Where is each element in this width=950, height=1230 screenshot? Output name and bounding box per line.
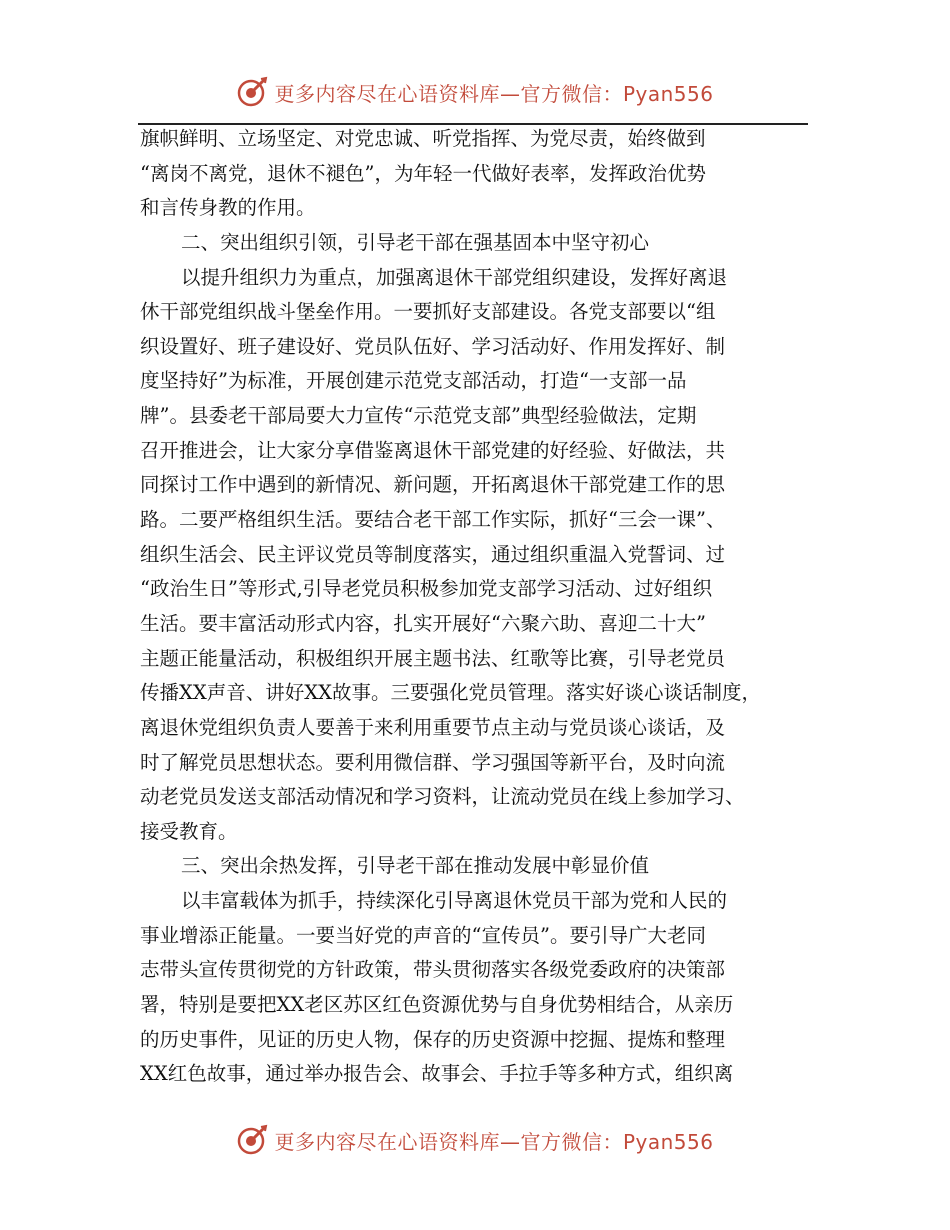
text-line: 志带头宣传贯彻党的方针政策，带头贯彻落实各级党委政府的决策部	[140, 958, 726, 982]
text-line: “离岗不离党，退休不褪色”，为年轻一代做好表率，发挥政治优势	[140, 161, 706, 185]
text-line: 的历史事件，见证的历史人物，保存的历史资源中挖掘、提炼和整理	[140, 1027, 726, 1051]
text-line: 组织生活会、民主评议党员等制度落实，通过组织重温入党誓词、过	[140, 542, 726, 566]
text-line: 接受教育。	[140, 819, 238, 843]
text-line: 和言传身教的作用。	[140, 196, 316, 220]
text-line: 织设置好、班子建设好、党员队伍好、学习活动好、作用发挥好、制	[140, 334, 726, 358]
text-line: 离退休党组织负责人要善于来利用重要节点主动与党员谈心谈话，及	[140, 715, 726, 739]
text-line: 生活。要丰富活动形式内容，扎实开展好“六聚六助、喜迎二十大”	[140, 611, 706, 635]
paragraph-start: 以提升组织力为重点，加强离退休干部党组织建设，发挥好离退	[181, 265, 728, 289]
text-line: 同探讨工作中遇到的新情况、新问题，开拓离退休干部党建工作的思	[140, 473, 726, 497]
section-heading: 三、突出余热发挥，引导老干部在推动发展中彰显价值	[181, 854, 650, 878]
text-line: 署，特别是要把XX老区苏区红色资源优势与自身优势相结合，从亲历	[140, 993, 734, 1017]
watermark-text: 更多内容尽在心语资料库—官方微信：Pyan556	[274, 81, 714, 106]
section-heading: 二、突出组织引领，引导老干部在强基固本中坚守初心	[181, 230, 650, 254]
text-line: 事业增添正能量。一要当好党的声音的“宣传员”。要引导广大老同	[140, 923, 706, 947]
watermark-header	[0, 72, 950, 112]
text-line: XX红色故事，通过举办报告会、故事会、手拉手等多种方式，组织离	[140, 1062, 734, 1086]
text-line: 主题正能量活动，积极组织开展主题书法、红歌等比赛，引导老党员	[140, 646, 726, 670]
text-line: 牌”。县委老干部局要大力宣传“示范党支部”典型经验做法，定期	[140, 404, 697, 428]
watermark-footer	[0, 1120, 950, 1160]
seal-logo-icon	[236, 1124, 268, 1156]
text-line: 旗帜鲜明、立场坚定、对党忠诚、听党指挥、为党尽责，始终做到	[140, 127, 706, 150]
text-line: 休干部党组织战斗堡垒作用。一要抓好支部建设。各党支部要以“组	[140, 300, 716, 324]
paragraph-start: 以丰富载体为抓手，持续深化引导离退休党员干部为党和人民的	[181, 889, 728, 913]
seal-logo-icon	[236, 76, 268, 108]
text-line: 度坚持好”为标准，开展创建示范党支部活动，打造“一支部一品	[140, 369, 687, 393]
text-line: 召开推进会，让大家分享借鉴离退休干部党建的好经验、好做法，共	[140, 438, 726, 462]
watermark-text: 更多内容尽在心语资料库—官方微信：Pyan556	[274, 1129, 714, 1154]
text-line: 时了解党员思想状态。要利用微信群、学习强国等新平台，及时向流	[140, 750, 726, 774]
text-line: “政治生日”等形式,引导老党员积极参加党支部学习活动、过好组织	[140, 577, 713, 601]
text-line: 路。二要严格组织生活。要结合老干部工作实际，抓好“三会一课”、	[140, 508, 726, 532]
text-line: 动老党员发送支部活动情况和学习资料，让流动党员在线上参加学习、	[140, 785, 745, 809]
text-line: 传播XX声音、讲好XX故事。三要强化党员管理。落实好谈心谈话制度，	[140, 681, 762, 705]
document-body	[140, 122, 824, 1092]
